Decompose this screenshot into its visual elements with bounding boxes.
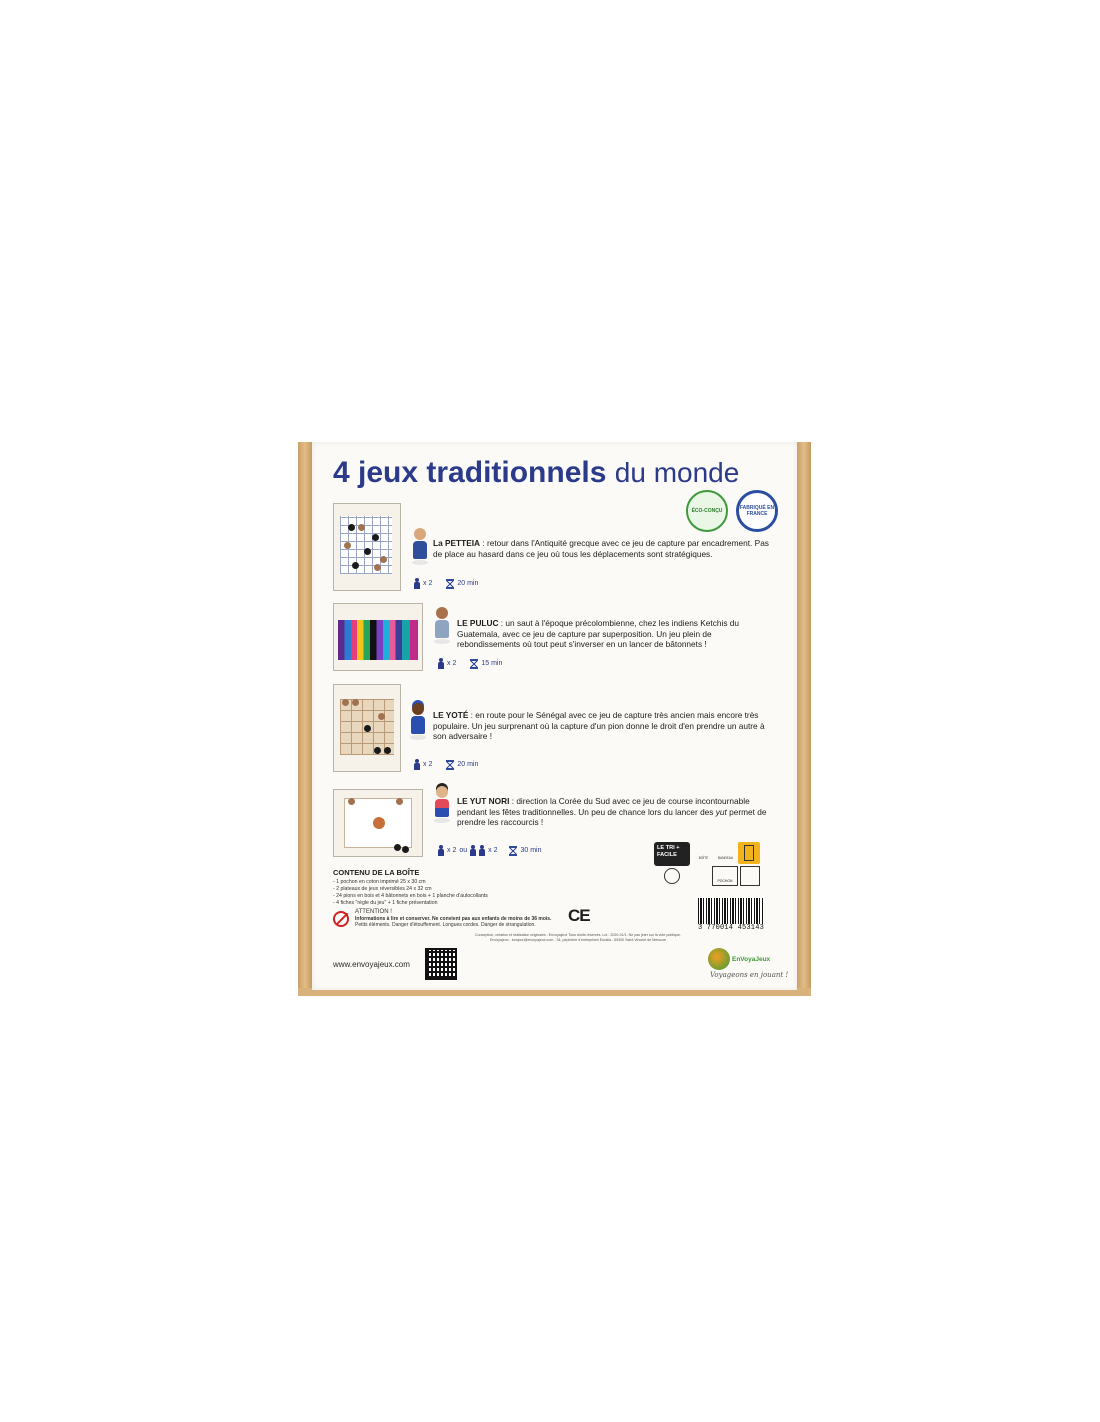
yote-description: LE YOTÉ : en route pour le Sénégal avec ce jeu de capture très ancien mais encore très populaire. Un jeu surprenant où la capture d'un pion donne le droit d'en prendre un autre à son adversaire ! bbox=[433, 710, 765, 741]
puluc-description: LE PULUC : un saut à l'époque précolombienne, chez les indiens Ketchis du Guatemala, avec ce jeu de capture par superposition. Un jeu plein de rebondissements où tout peut s'inverser en un lancer de bâtonnets ! bbox=[457, 618, 740, 649]
korean-character-icon bbox=[434, 786, 450, 824]
greek-character-icon bbox=[412, 528, 428, 566]
tri-pochon: POCHON bbox=[712, 866, 738, 886]
petteia-players: x 2 bbox=[423, 580, 433, 587]
hourglass-icon bbox=[446, 579, 454, 589]
brand-name: EnVoyaJeux bbox=[732, 956, 771, 963]
yut-nori-players: x 2 bbox=[447, 847, 457, 854]
petteia-board-image bbox=[333, 503, 401, 591]
recycling-bin-icon bbox=[738, 842, 760, 864]
player-icon bbox=[438, 658, 444, 669]
contents-heading: CONTENU DE LA BOÎTE bbox=[333, 868, 420, 877]
age-warning-icon bbox=[333, 911, 349, 927]
petteia-description: La PETTEIA : retour dans l'Antiquité grecque avec ce jeu de capture par encadrement. Pas de place au hasard dans ce jeu où tous les déplacements sont stratégiques. bbox=[433, 538, 769, 559]
chameleon-logo-icon bbox=[708, 948, 730, 970]
puluc-duration: 15 min bbox=[481, 660, 503, 667]
warning-title: ATTENTION ! bbox=[355, 909, 392, 915]
yut-nori-meta bbox=[438, 845, 542, 856]
ce-mark: CE bbox=[568, 906, 590, 925]
player-icon bbox=[438, 845, 444, 856]
puluc-board-image bbox=[333, 603, 423, 671]
hourglass-icon bbox=[446, 760, 454, 770]
hourglass-icon bbox=[509, 846, 517, 856]
title-number: 4 bbox=[333, 456, 350, 489]
textile-bin-icon bbox=[740, 866, 760, 886]
tri-bandeau: BANDEAU bbox=[717, 856, 734, 860]
yut-nori-name: LE YUT NORI bbox=[457, 796, 510, 806]
website-url: www.envoyajeux.com bbox=[333, 960, 410, 969]
puluc-name: LE PULUC bbox=[457, 618, 499, 628]
contents-item: - 24 pions en bois et 4 bâtonnets en bois + 1 planche d'autocollants bbox=[333, 893, 488, 899]
legal-notice: Conception, création et réalisation originales : Envoyajeux Tous droits réservés. Lot : 2020-01/1. Ne pas jeter sur la voie publique. Envoyajeux - bonjour@envoyajeux.com - 34, pépinière d'entreprises Euralia - 59300 Saint Vincent de Mercuze bbox=[475, 933, 681, 942]
yut-nori-description: LE YUT NORI : direction la Corée du Sud avec ce jeu de course incontournable pendant les fêtes traditionnelles. Un peu de chance lors du lancer des yut permet de prendre les raccourcis ! bbox=[457, 796, 767, 827]
guatemalan-character-icon bbox=[434, 607, 450, 645]
box-right-edge bbox=[797, 442, 811, 992]
puluc-players: x 2 bbox=[447, 660, 457, 667]
warning-detail: Petits éléments. Danger d'étouffement. Longues cordes. Danger de strangulation. bbox=[355, 922, 536, 928]
barcode bbox=[698, 898, 766, 934]
title-bold: jeux traditionnels bbox=[358, 456, 607, 489]
qr-code-icon bbox=[425, 948, 457, 980]
brand-logo bbox=[708, 946, 789, 984]
puluc-meta bbox=[438, 658, 502, 669]
warning-bold: Informations à lire et conserver. Ne convient pas aux enfants de moins de 36 mois. bbox=[355, 915, 552, 922]
player-icon bbox=[414, 759, 420, 770]
made-in-france-badge-icon: FABRIQUÉ EN FRANCE bbox=[736, 490, 778, 532]
barcode-bars-icon bbox=[698, 898, 764, 924]
hourglass-icon bbox=[470, 659, 478, 669]
player-icon bbox=[414, 578, 420, 589]
box-title bbox=[333, 456, 783, 490]
tri-boite: BOÎTE bbox=[698, 856, 709, 860]
yut-nori-teams: x 2 bbox=[488, 847, 498, 854]
yut-nori-duration: 30 min bbox=[520, 847, 542, 854]
box-left-edge bbox=[298, 442, 312, 992]
contents-item: - 1 pochon en coton imprimé 25 x 30 cm bbox=[333, 879, 426, 885]
box-contents bbox=[333, 868, 563, 907]
barcode-number: 3 770014 453143 bbox=[698, 924, 765, 932]
yut-nori-or: ou bbox=[459, 847, 468, 854]
petteia-name: La PETTEIA bbox=[433, 538, 481, 548]
petteia-duration: 20 min bbox=[457, 580, 479, 587]
senegalese-character-icon bbox=[410, 703, 426, 741]
safety-warning bbox=[355, 909, 570, 929]
team-icon bbox=[470, 845, 476, 856]
yut-nori-board-image bbox=[333, 789, 423, 857]
triman-icon bbox=[664, 868, 680, 884]
petteia-meta bbox=[414, 578, 478, 589]
brand-slogan: Voyageons en jouant ! bbox=[710, 971, 789, 979]
tri-label: LE TRI + FACILE bbox=[654, 842, 690, 866]
yote-name: LE YOTÉ bbox=[433, 710, 469, 720]
yote-board-image bbox=[333, 684, 401, 772]
yote-meta bbox=[414, 759, 478, 770]
yote-duration: 20 min bbox=[457, 761, 479, 768]
title-light: du monde bbox=[614, 457, 740, 488]
recycling-info bbox=[654, 838, 762, 890]
eco-design-badge-icon: ÉCO-CONÇU bbox=[686, 490, 728, 532]
yote-players: x 2 bbox=[423, 761, 433, 768]
contents-item: - 4 fiches "règle du jeu" + 1 fiche présentation bbox=[333, 900, 438, 906]
contents-item: - 2 plateaux de jeux réversibles 24 x 32 cm bbox=[333, 886, 432, 892]
